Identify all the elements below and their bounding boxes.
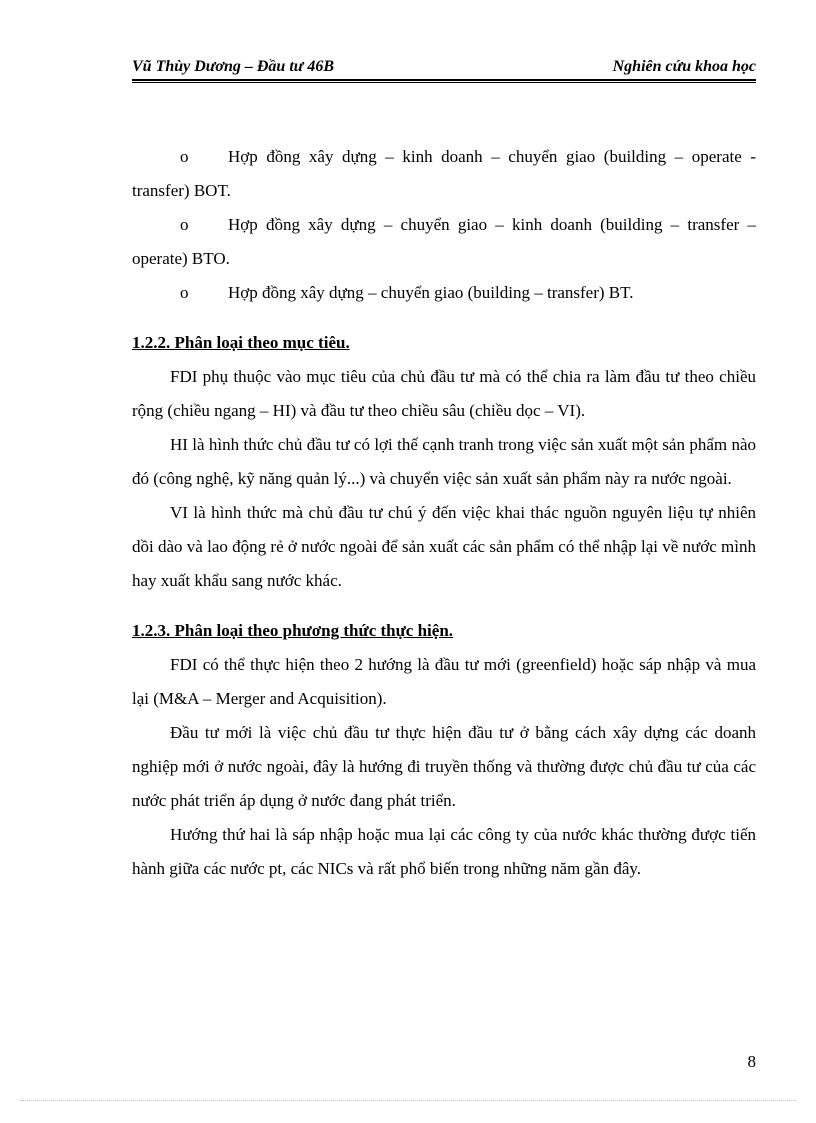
bullet-item <box>132 140 756 208</box>
section-heading-1-2-2: 1.2.2. Phân loại theo mục tiêu. <box>132 333 350 352</box>
bullet-text: Hợp đồng xây dựng – kinh doanh – chuyển giao (building – operate - transfer) BOT. <box>132 147 756 200</box>
bullet-marker: o <box>180 215 189 234</box>
header-rule-thin <box>132 82 756 83</box>
bullet-marker: o <box>180 147 189 166</box>
bullet-item <box>132 276 756 310</box>
bullet-marker: o <box>180 283 189 302</box>
paragraph: FDI có thể thực hiện theo 2 hướng là đầu tư mới (greenfield) hoặc sáp nhập và mua lại (M&A – Merger and Acquisition). <box>132 655 756 708</box>
footer-divider <box>20 1100 796 1101</box>
page-number: 8 <box>747 1052 756 1071</box>
bullet-item <box>132 208 756 276</box>
paragraph: Đầu tư mới là việc chủ đầu tư thực hiện đầu tư ở bằng cách xây dựng các doanh nghiệp mới ở nước ngoài, đây là hướng đi truyền thống và thường được chủ đầu tư của các nước phát triển áp dụng ở nước đang phát triển. <box>132 723 756 810</box>
paragraph: HI là hình thức chủ đầu tư có lợi thế cạnh tranh trong việc sản xuất một sản phẩm nào đó (công nghệ, kỹ năng quản lý...) và chuyển việc sản xuất sản phẩm này ra nước ngoài. <box>132 435 756 488</box>
paragraph: VI là hình thức mà chủ đầu tư chú ý đến việc khai thác nguồn nguyên liệu tự nhiên dồi dào và lao động rẻ ở nước ngoài để sản xuất các sản phẩm có thể nhập lại về nước mình hay xuất khẩu sang nước khác. <box>132 503 756 590</box>
page-header <box>132 52 756 76</box>
paragraph: FDI phụ thuộc vào mục tiêu của chủ đầu tư mà có thể chia ra làm đầu tư theo chiều rộng (chiều ngang – HI) và đầu tư theo chiều sâu (chiều dọc – VI). <box>132 367 756 420</box>
header-author: Vũ Thùy Dương – Đầu tư 46B <box>132 58 335 75</box>
page-body <box>132 140 756 886</box>
bullet-text: Hợp đồng xây dựng – chuyển giao – kinh doanh (building – transfer – operate) BTO. <box>132 215 756 268</box>
bullet-text: Hợp đồng xây dựng – chuyển giao (building – transfer) BT. <box>228 283 634 302</box>
paragraph: Hướng thứ hai là sáp nhập hoặc mua lại các công ty của nước khác thường được tiến hành giữa các nước pt, các NICs và rất phổ biến trong những năm gần đây. <box>132 825 756 878</box>
header-doc-type: Nghiên cứu khoa học <box>612 58 756 75</box>
section-heading-1-2-3: 1.2.3. Phân loại theo phương thức thực hiện. <box>132 621 454 640</box>
header-rule <box>132 79 756 81</box>
